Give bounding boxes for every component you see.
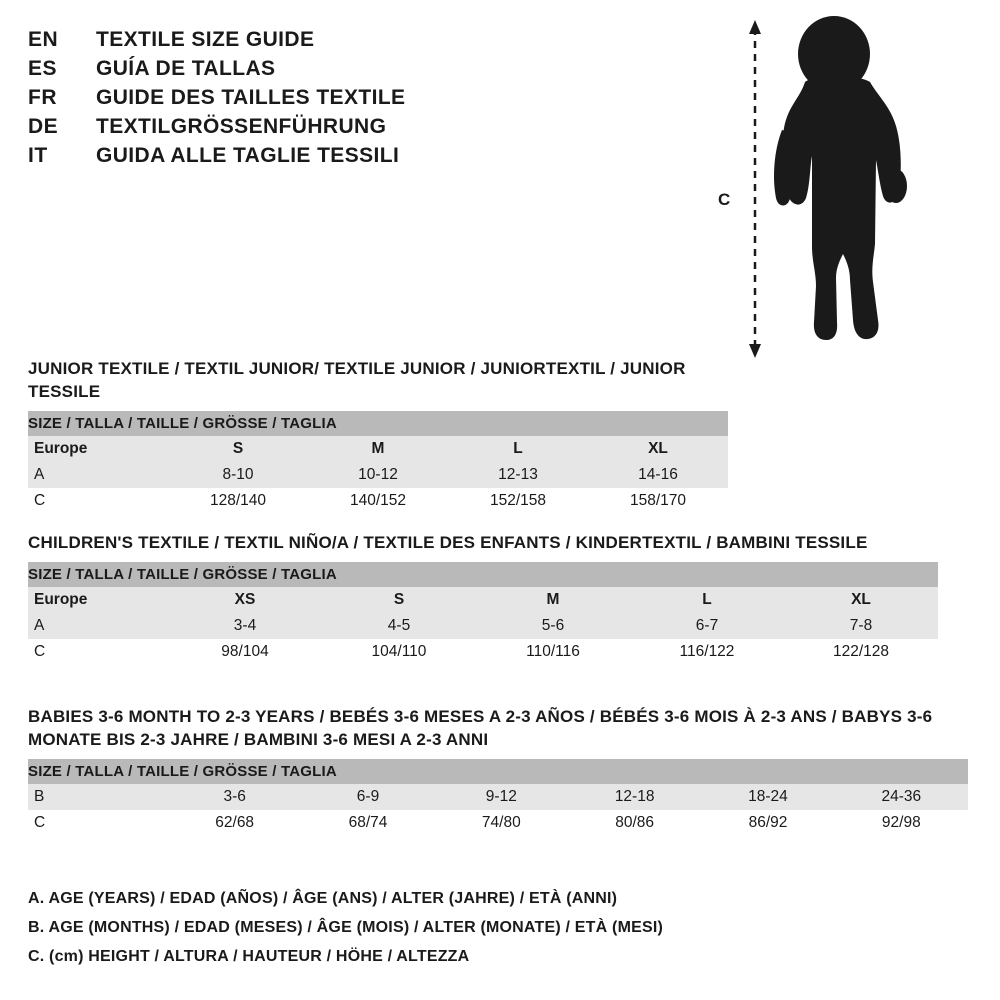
size-table-babies [28, 759, 968, 836]
cell-value: 14-16 [588, 462, 728, 488]
cell-value: L [630, 587, 784, 613]
cell-value: 6-9 [301, 784, 434, 810]
size-table-junior [28, 411, 728, 514]
row-label: Europe [28, 587, 168, 613]
measure-label-c: C [718, 190, 731, 209]
cell-value: 122/128 [784, 639, 938, 665]
cell-value: M [476, 587, 630, 613]
cell-value: 7-8 [784, 613, 938, 639]
cell-value: 12-18 [568, 784, 701, 810]
cell-value: 152/158 [448, 488, 588, 514]
section-title-babies: BABIES 3-6 MONTH TO 2-3 YEARS / BEBÉS 3-6 MESES A 2-3 AÑOS / BÉBÉS 3-6 MOIS À 2-3 ANS / BABYS 3-6 MONATE BIS 2-3 JAHRE / BAMBINI 3-6 MESI A 2-3 ANNI [28, 707, 933, 749]
language-code: IT [28, 144, 48, 167]
cell-value: 158/170 [588, 488, 728, 514]
cell-value: 116/122 [630, 639, 784, 665]
row-label: C [28, 810, 168, 836]
cell-value: M [308, 436, 448, 462]
language-row [28, 86, 508, 110]
cell-value: 18-24 [701, 784, 834, 810]
cell-value: S [322, 587, 476, 613]
table-header-row [28, 759, 968, 784]
table-row [28, 639, 938, 665]
cell-value: 104/110 [322, 639, 476, 665]
cell-value: 74/80 [435, 810, 568, 836]
cell-value: 12-13 [448, 462, 588, 488]
table-header-label: SIZE / TALLA / TAILLE / GRÖSSE / TAGLIA [28, 411, 728, 436]
cell-value: XS [168, 587, 322, 613]
language-code: ES [28, 57, 58, 80]
table-header-row [28, 562, 938, 587]
row-label: B [28, 784, 168, 810]
cell-value: 4-5 [322, 613, 476, 639]
language-row [28, 28, 508, 52]
child-silhouette-icon [710, 10, 960, 360]
cell-value: 5-6 [476, 613, 630, 639]
cell-value: 128/140 [168, 488, 308, 514]
row-label: A [28, 462, 168, 488]
cell-value: 10-12 [308, 462, 448, 488]
cell-value: 6-7 [630, 613, 784, 639]
footnote-c: C. (cm) HEIGHT / ALTURA / HAUTEUR / HÖHE / ALTEZZA [28, 948, 470, 965]
language-title: GUÍA DE TALLAS [96, 57, 276, 80]
size-table-children [28, 562, 938, 665]
language-row [28, 57, 508, 81]
language-code: EN [28, 28, 59, 51]
table-header-label: SIZE / TALLA / TAILLE / GRÖSSE / TAGLIA [28, 562, 938, 587]
table-row [28, 587, 938, 613]
cell-value: 86/92 [701, 810, 834, 836]
footnote-a: A. AGE (YEARS) / EDAD (AÑOS) / ÂGE (ANS) / ALTER (JAHRE) / ETÀ (ANNI) [28, 890, 618, 907]
language-title: TEXTILE SIZE GUIDE [96, 28, 315, 51]
row-label: Europe [28, 436, 168, 462]
cell-value: 68/74 [301, 810, 434, 836]
cell-value: XL [784, 587, 938, 613]
section-children [28, 532, 938, 665]
cell-value: 9-12 [435, 784, 568, 810]
table-header-row [28, 411, 728, 436]
language-code: FR [28, 86, 57, 109]
table-row [28, 613, 938, 639]
language-code: DE [28, 115, 59, 138]
language-row [28, 144, 508, 168]
section-title-junior: JUNIOR TEXTILE / TEXTIL JUNIOR/ TEXTILE JUNIOR / JUNIORTEXTIL / JUNIOR TESSILE [28, 359, 686, 401]
language-title: TEXTILGRÖSSENFÜHRUNG [96, 115, 387, 138]
section-babies [28, 706, 968, 836]
cell-value: 80/86 [568, 810, 701, 836]
height-measure-figure [710, 10, 960, 360]
cell-value: XL [588, 436, 728, 462]
row-label: A [28, 613, 168, 639]
section-junior [28, 358, 728, 514]
cell-value: L [448, 436, 588, 462]
footnote-b: B. AGE (MONTHS) / EDAD (MESES) / ÂGE (MOIS) / ALTER (MONATE) / ETÀ (MESI) [28, 919, 664, 936]
language-header-block [28, 28, 508, 173]
row-label: C [28, 488, 168, 514]
language-title: GUIDE DES TAILLES TEXTILE [96, 86, 406, 109]
cell-value: 24-36 [835, 784, 968, 810]
cell-value: S [168, 436, 308, 462]
cell-value: 3-6 [168, 784, 301, 810]
footnotes-block [28, 890, 928, 977]
cell-value: 98/104 [168, 639, 322, 665]
language-row [28, 115, 508, 139]
table-row [28, 436, 728, 462]
cell-value: 8-10 [168, 462, 308, 488]
language-title: GUIDA ALLE TAGLIE TESSILI [96, 144, 400, 167]
cell-value: 140/152 [308, 488, 448, 514]
table-row [28, 784, 968, 810]
cell-value: 92/98 [835, 810, 968, 836]
cell-value: 110/116 [476, 639, 630, 665]
table-row [28, 462, 728, 488]
table-row [28, 810, 968, 836]
cell-value: 3-4 [168, 613, 322, 639]
table-row [28, 488, 728, 514]
row-label: C [28, 639, 168, 665]
table-header-label: SIZE / TALLA / TAILLE / GRÖSSE / TAGLIA [28, 759, 968, 784]
section-title-children: CHILDREN'S TEXTILE / TEXTIL NIÑO/A / TEXTILE DES ENFANTS / KINDERTEXTIL / BAMBINI TESSILE [28, 533, 868, 552]
cell-value: 62/68 [168, 810, 301, 836]
